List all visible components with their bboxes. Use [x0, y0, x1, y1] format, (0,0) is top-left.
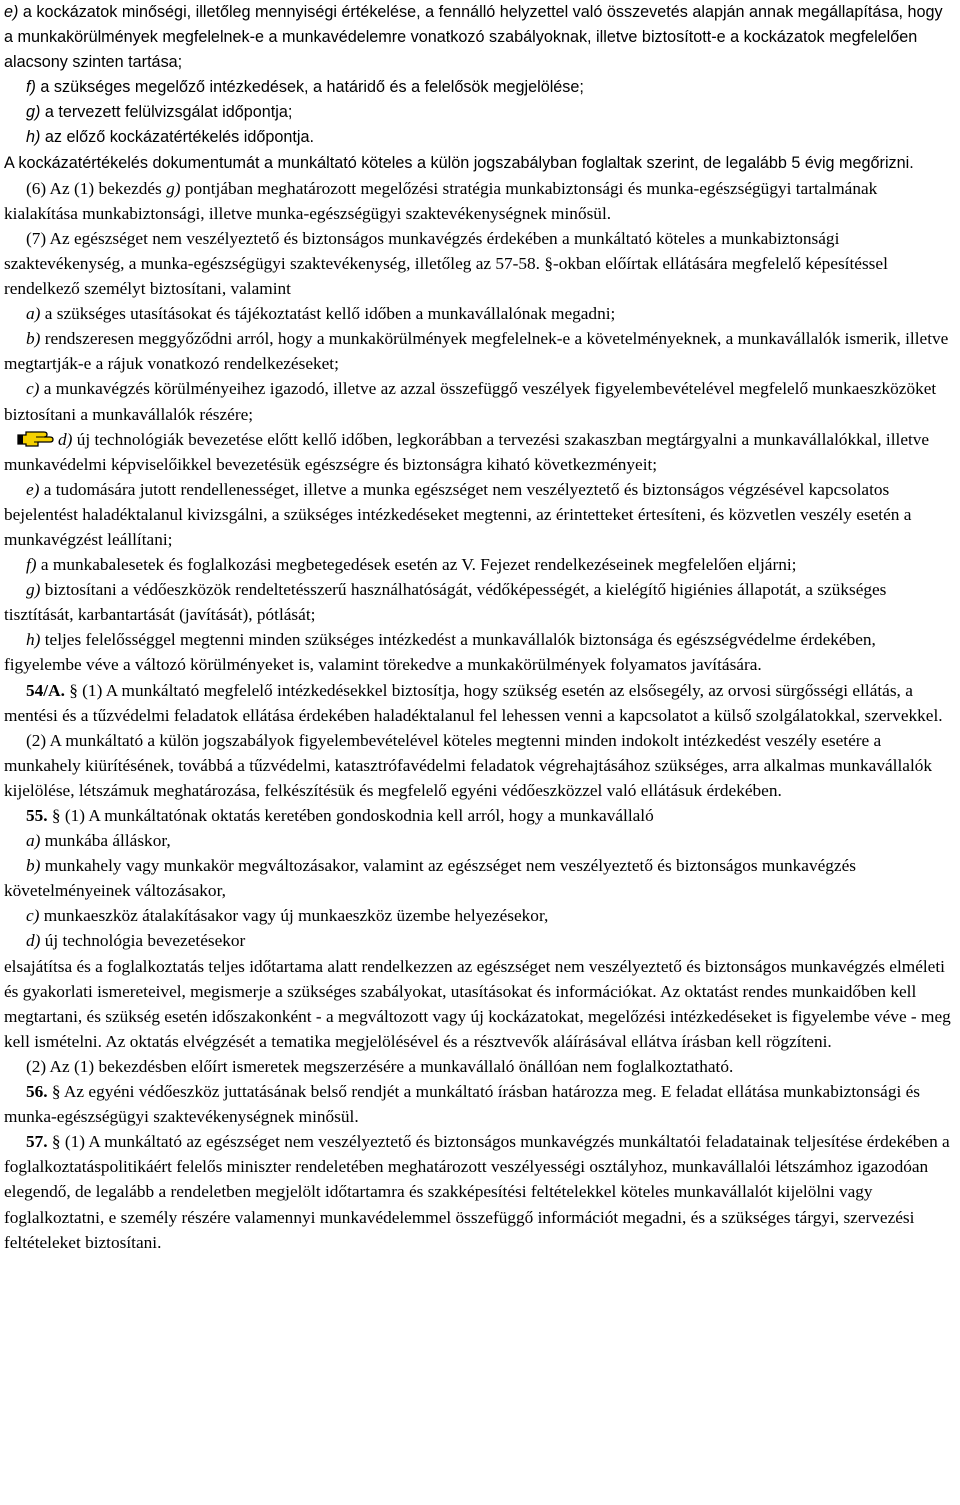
list-item-f	[4, 75, 954, 100]
item-text: teljes felelősséggel megtenni minden szükséges intézkedést a munkavállalók biztonsága és egészségvédelme érdekében, figyelembe véve a változó körülményeket is, valamint törekedve a munkakörülmények folyamatos javítására.	[4, 630, 876, 675]
item-text: az előző kockázatértékelés időpontja.	[40, 128, 314, 147]
list-item-d	[4, 427, 954, 477]
section-55-paragraph-2: (2) Az (1) bekezdésben előírt ismeretek megszerzésére a munkavállaló önállóan nem foglalkoztatható.	[26, 1056, 734, 1076]
list-item-a	[4, 301, 954, 326]
item-label: c)	[26, 379, 40, 399]
item-label: g)	[166, 178, 181, 198]
document-page	[4, 0, 954, 1255]
item-label: g)	[26, 103, 41, 122]
item-label: h)	[26, 630, 41, 650]
item-text: új technológiák bevezetése előtt kellő időben, legkorábban a tervezési szakaszban megtárgyalni a munkavállalókkal, illetve munkavédelmi képviselőikkel bevezetésük egészségre és biztonságra kiható következményeit;	[4, 429, 930, 474]
item-label: c)	[26, 906, 40, 926]
item-label: b)	[26, 856, 41, 876]
paragraph-text: § (1) A munkáltató megfelelő intézkedésekkel biztosítja, hogy szükség esetén az elsősegély, az orvosi sürgősségi ellátás, a mentési és a tűzvédelmi feladatok ellátása érdekében haladéktalanul fel lehessen venni a kapcsolatot a külső szolgálatokkal, szervekkel.	[4, 680, 943, 725]
section-54a-paragraph-1	[4, 678, 954, 728]
item-text: a szükséges utasításokat és tájékoztatást kellő időben a munkavállalónak megadni;	[40, 304, 616, 324]
item-label: a)	[26, 831, 41, 851]
paragraph-text: § (1) A munkáltatónak oktatás keretében gondoskodnia kell arról, hogy a munkavállaló	[47, 806, 654, 825]
item-label: d)	[26, 931, 41, 951]
list-item-g	[4, 100, 954, 125]
list-item-f2	[4, 552, 954, 577]
list-item-b3	[4, 853, 954, 903]
item-text: munkahely vagy munkakör megváltozásakor, valamint az egészséget nem veszélyeztető és biztonságos munkavégzés követelményeinek változásakor,	[4, 856, 856, 901]
paragraph-7: (7) Az egészséget nem veszélyeztető és biztonságos munkavégzés érdekében a munkáltató köteles a munkabiztonsági szaktevékenység, a munka-egészségügyi szaktevékenység, illetőleg az 57-58. §-okban előírtak ellátására megfelelő képesítéssel rendelkező személyt biztosítani, valamint	[4, 228, 888, 299]
paragraph-text: (6) Az (1) bekezdés	[26, 178, 167, 198]
retention-paragraph: A kockázatértékelés dokumentumát a munkáltató köteles a külön jogszabályban foglaltak szerint, de legalább 5 évig megőrizni.	[4, 153, 914, 172]
paragraph-text: § (1) A munkáltató az egészséget nem veszélyeztető és biztonságos munkavégzés munkáltatói feladatainak teljesítése érdekében a foglalkoztatáspolitikáért felelős miniszter rendeletében meghatározott veszélyességi osztályhoz, munkavállalói létszámhoz igazodóan elegendő, de legalább a rendeletben megjelölt időtartamra és szakképesítési feltételekkel köteles munkavállalót kijelölni vagy foglalkoztatni, e személy részére valamennyi munkavédelemmel összefüggő információt megadni, és a szükséges tárgyi, szervezési feltételeket biztosítani.	[4, 1132, 950, 1252]
item-text: munkába álláskor,	[40, 831, 171, 851]
section-57	[4, 1129, 954, 1254]
paragraph-6	[4, 176, 954, 226]
section-number: 57.	[26, 1132, 48, 1152]
section-55-paragraph-1	[4, 803, 954, 828]
item-label: e)	[26, 479, 40, 499]
item-text: a szükséges megelőző intézkedések, a határidő és a felelősök megjelölése;	[35, 78, 584, 97]
section-56	[4, 1079, 954, 1129]
section-54a-paragraph-2: (2) A munkáltató a külön jogszabályok figyelembevételével köteles megtenni minden indokolt intézkedést veszély esetére a munkahely kiürítésének, továbbá a tűzvédelmi, katasztrófavédelmi feladatok végrehajtásához szükséges, arra alkalmas munkavállalók kijelölése, létszámuk meghatározása, felkészítésük és megfelelő egyéni védőeszközzel való ellátásuk érdekében.	[4, 730, 933, 800]
section-number: 54/A.	[26, 680, 65, 700]
pointing-hand-icon-svg	[16, 427, 56, 449]
list-item-h	[4, 125, 954, 150]
list-item-c	[4, 376, 954, 426]
list-item-b	[4, 326, 954, 376]
section-number: 56.	[26, 1082, 48, 1102]
list-item-e	[4, 0, 954, 75]
list-item-e2	[4, 477, 954, 552]
item-text: a munkavégzés körülményeihez igazodó, illetve az azzal összefüggő veszélyek figyelembevételével megfelelő munkaeszközöket biztosítani a munkavállalók részére;	[4, 379, 937, 424]
item-text: a kockázatok minőségi, illetőleg mennyiségi értékelése, a fennálló helyzettel való összevetés alapján annak megállapítása, hogy a munkakörülmények megfelelnek-e a munkavédelemre vonatkozó szabályoknak, illetve biztosított-e a kockázatok megfelelően alacsony szinten tartása;	[4, 3, 943, 72]
item-text: a munkabalesetek és foglalkozási megbetegedések esetén az V. Fejezet rendelkezéseinek megfelelően eljárni;	[36, 555, 797, 575]
item-text: a tervezett felülvizsgálat időpontja;	[40, 103, 293, 122]
item-text: rendszeresen meggyőződni arról, hogy a munkakörülmények megfelelnek-e a követelményeknek, a munkavállalók ismerik, illetve megtartják-e a rájuk vonatkozó rendelkezéseket;	[4, 329, 949, 374]
pointing-hand-icon	[16, 427, 56, 449]
item-label: d)	[58, 429, 73, 449]
item-label: f)	[26, 78, 36, 97]
item-label: f)	[26, 555, 37, 575]
item-text: a tudomására jutott rendellenességet, illetve a munka egészséget nem veszélyeztető és biztonságos végzésével kapcsolatos bejelentést haladéktalanul kivizsgálni, a szükséges intézkedéseket megtenni, az érintetteket értesíteni, és közvetlen veszély esetén a munkavégzést leállítani;	[4, 479, 912, 549]
list-item-g2	[4, 577, 954, 627]
item-text: új technológia bevezetésekor	[40, 931, 246, 951]
item-text: munkaeszköz átalakításakor vagy új munkaeszköz üzembe helyezésekor,	[39, 906, 549, 926]
item-label: g)	[26, 580, 41, 600]
paragraph-text: § Az egyéni védőeszköz juttatásának belső rendjét a munkáltató írásban határozza meg. E feladat ellátása munkabiztonsági és munka-egészségügyi szaktevékenységnek minősül.	[4, 1082, 920, 1127]
item-label: a)	[26, 304, 41, 324]
section-55-continuation: elsajátítsa és a foglalkoztatás teljes időtartama alatt rendelkezzen az egészséget nem veszélyeztető és biztonságos munkavégzés elméleti és gyakorlati ismereteivel, megismerje a szükséges szabályokat, utasításokat és információkat. Az oktatást rendes munkaidőben kell megtartani, és szükség esetén időszakonként - a megváltozott vagy új kockázatokat, megelőzési intézkedéseket is figyelembe véve - meg kell ismételni. Az oktatás elvégzését a tematika megjelölésével és a résztvevők aláírásával ellátva írásban kell rögzíteni.	[4, 956, 951, 1051]
item-label: h)	[26, 128, 41, 147]
section-number: 55.	[26, 806, 48, 825]
list-item-a3	[4, 828, 954, 853]
item-label: b)	[26, 329, 41, 349]
paragraph-text: pontjában meghatározott megelőzési stratégia munkabiztonsági és munka-egészségügyi tartalmának kialakítása munkabiztonsági, illetve munka-egészségügyi szaktevékenységnek minősül.	[4, 178, 878, 223]
item-text: biztosítani a védőeszközök rendeltetésszerű használhatóságát, védőképességét, a kielégítő higiénies állapotát, a szükséges tisztítását, karbantartását (javítását), pótlását;	[4, 580, 887, 625]
item-label: e)	[4, 3, 19, 21]
list-item-d3	[4, 928, 954, 953]
list-item-h2	[4, 627, 954, 677]
list-item-c3	[4, 903, 954, 928]
